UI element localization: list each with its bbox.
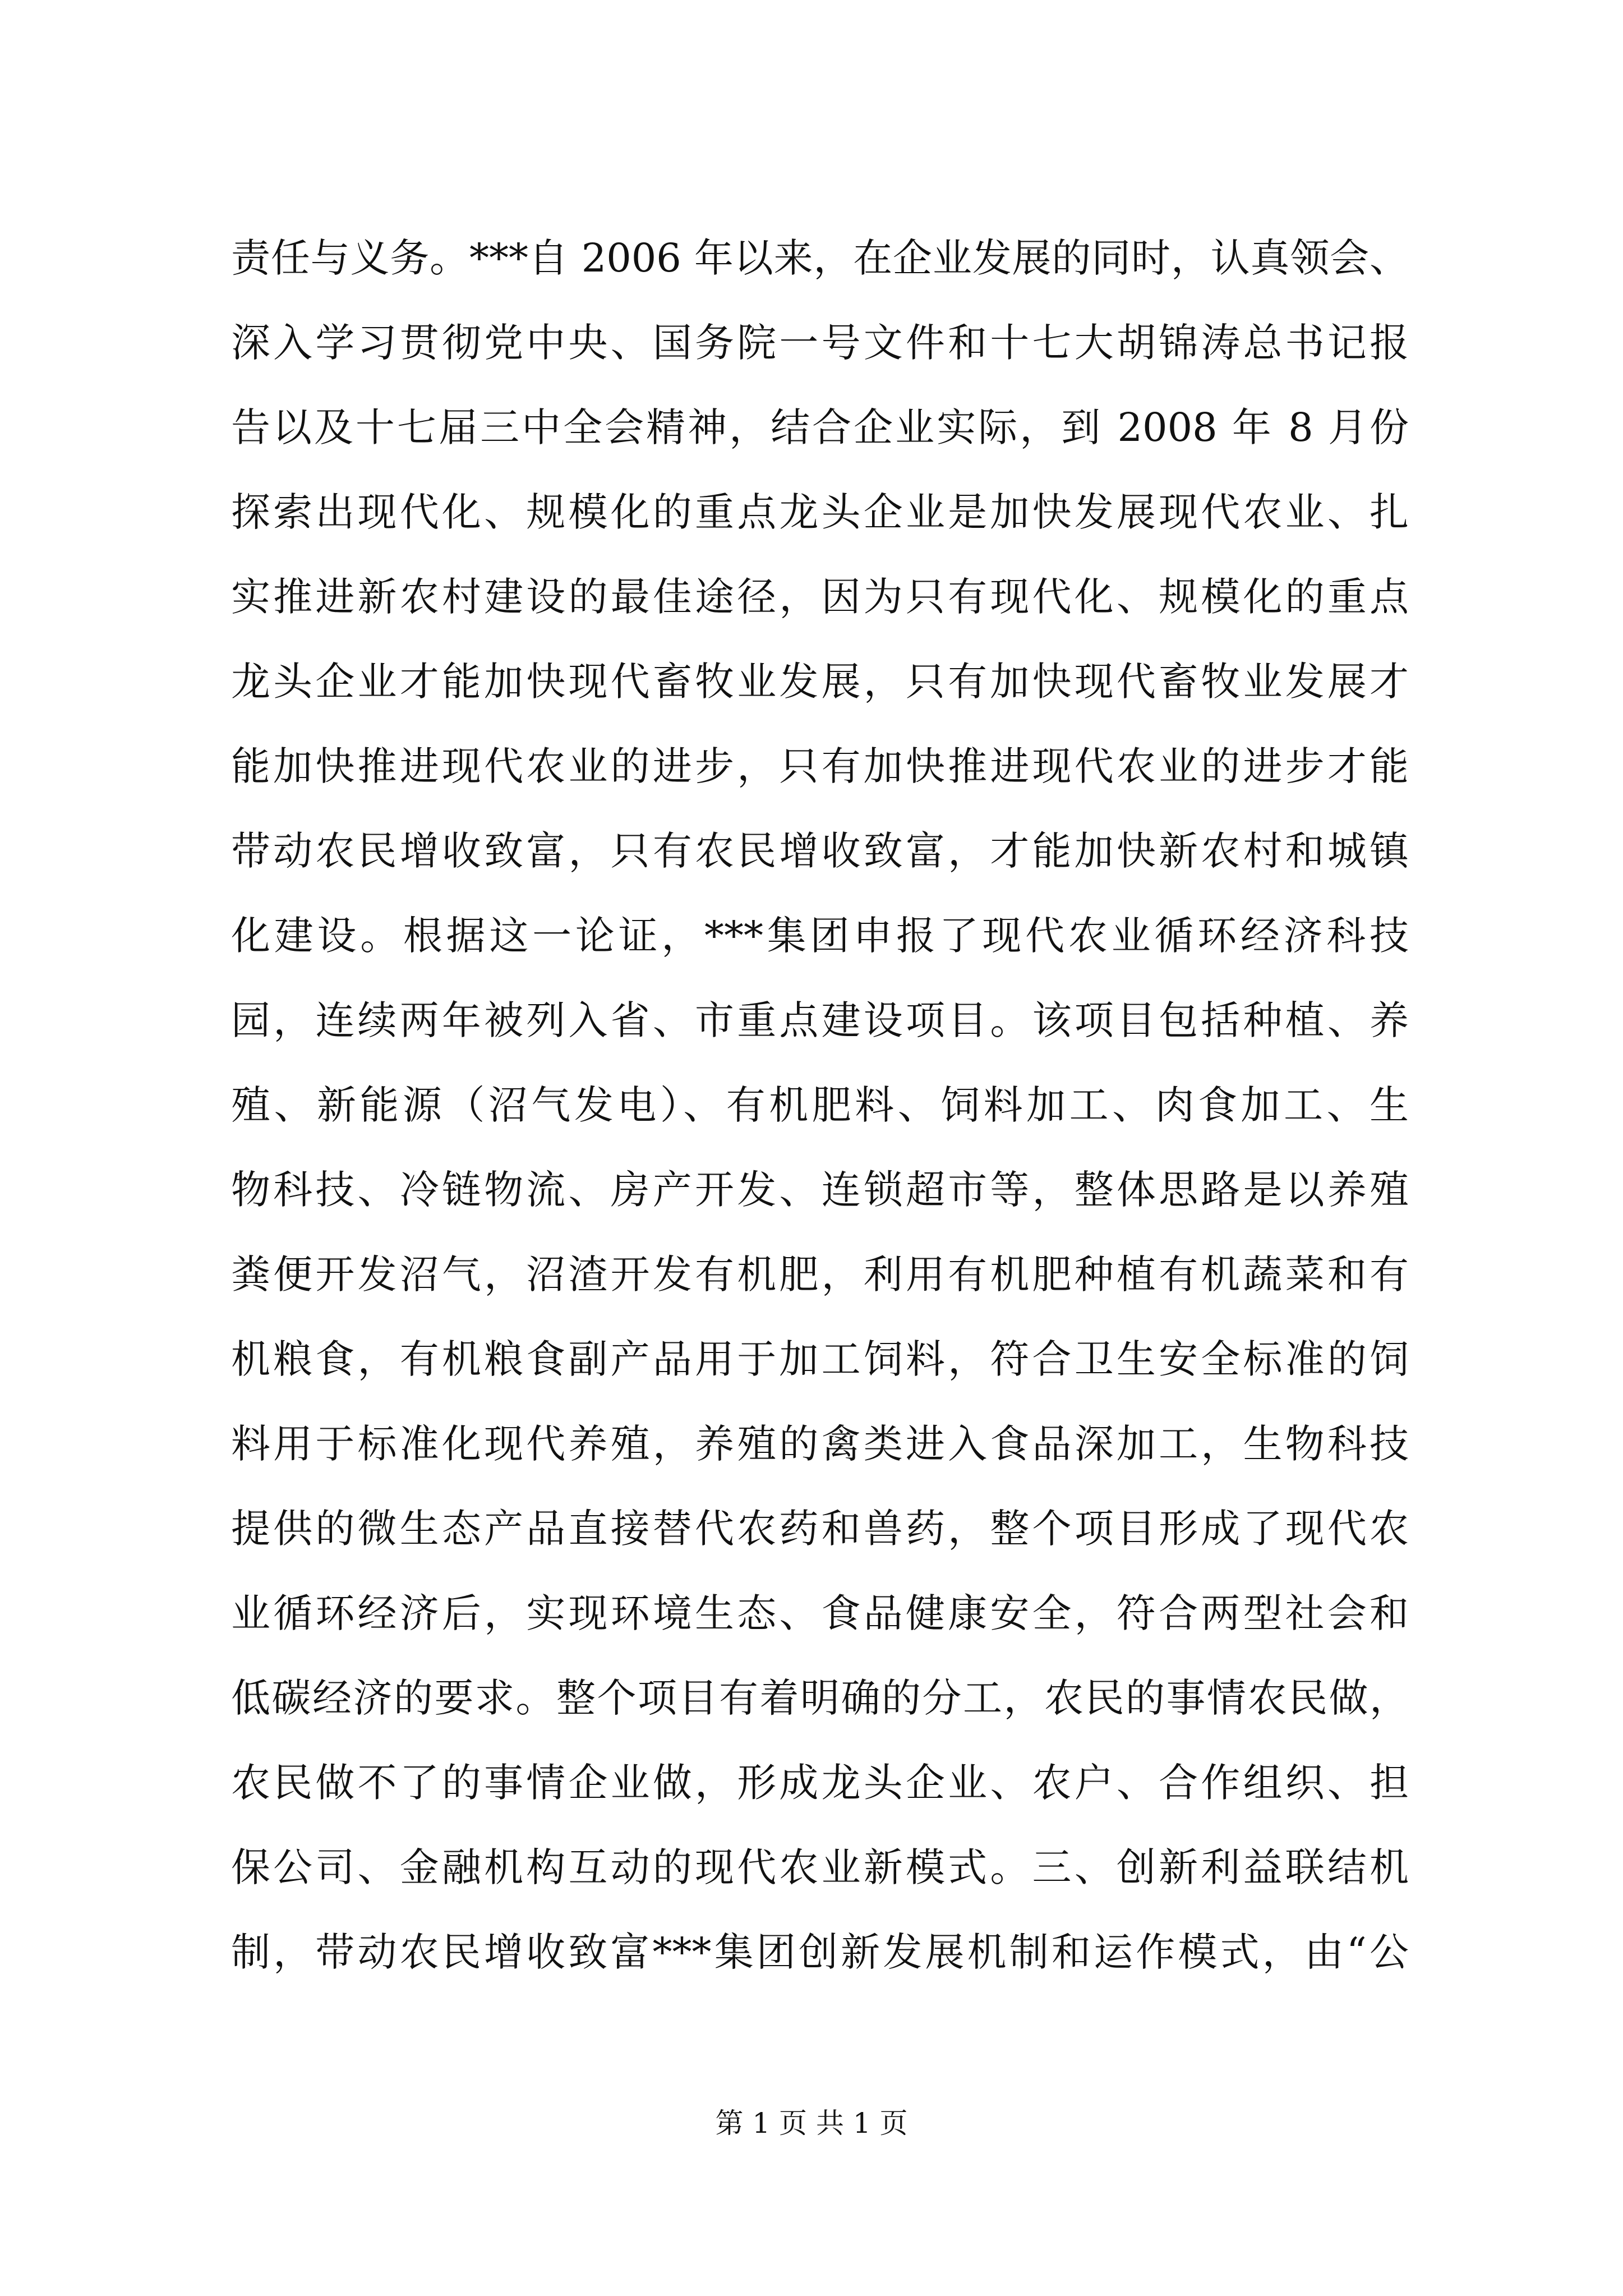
text-line: 制，带动农民增收致富***集团创新发展机制和运作模式，由“公 — [231, 1929, 1409, 1975]
text-line: 低碳经济的要求。整个项目有着明确的分工，农民的事情农民做， — [231, 1675, 1409, 1721]
page-footer: 第 1 页 共 1 页 — [715, 2107, 908, 2139]
text-line: 能加快推进现代农业的进步，只有加快推进现代农业的进步才能 — [231, 743, 1409, 789]
text-line: 机粮食，有机粮食副产品用于加工饲料，符合卫生安全标准的饲 — [231, 1336, 1409, 1382]
text-line: 保公司、金融机构互动的现代农业新模式。三、创新利益联结机 — [231, 1844, 1409, 1890]
text-line: 业循环经济后，实现环境生态、食品健康安全，符合两型社会和 — [231, 1590, 1409, 1636]
text-line: 深入学习贯彻党中央、国务院一号文件和十七大胡锦涛总书记报 — [231, 320, 1409, 366]
text-line: 物科技、冷链物流、房产开发、连锁超市等，整体思路是以养殖 — [231, 1167, 1409, 1213]
text-line: 园，连续两年被列入省、市重点建设项目。该项目包括种植、养 — [231, 997, 1409, 1043]
text-line: 责任与义务。***自 2006 年以来，在企业发展的同时，认真领会、 — [231, 235, 1409, 281]
text-line: 化建设。根据这一论证，***集团申报了现代农业循环经济科技 — [231, 913, 1409, 959]
text-line: 殖、新能源（沼气发电）、有机肥料、饲料加工、肉食加工、生 — [231, 1082, 1409, 1128]
text-line: 龙头企业才能加快现代畜牧业发展，只有加快现代畜牧业发展才 — [231, 659, 1409, 705]
text-line: 告以及十七届三中全会精神，结合企业实际，到 2008 年 8 月份 — [231, 404, 1409, 450]
text-line: 带动农民增收致富，只有农民增收致富，才能加快新农村和城镇 — [231, 828, 1409, 874]
text-line: 探索出现代化、规模化的重点龙头企业是加快发展现代农业、扎 — [231, 489, 1409, 535]
body-text — [231, 216, 1409, 1995]
text-line: 实推进新农村建设的最佳途径，因为只有现代化、规模化的重点 — [231, 574, 1409, 620]
text-line: 料用于标准化现代养殖，养殖的禽类进入食品深加工，生物科技 — [231, 1421, 1409, 1467]
text-line: 提供的微生态产品直接替代农药和兽药，整个项目形成了现代农 — [231, 1506, 1409, 1552]
text-line: 农民做不了的事情企业做，形成龙头企业、农户、合作组织、担 — [231, 1760, 1409, 1806]
text-line: 粪便开发沼气，沼渣开发有机肥，利用有机肥种植有机蔬菜和有 — [231, 1251, 1409, 1297]
